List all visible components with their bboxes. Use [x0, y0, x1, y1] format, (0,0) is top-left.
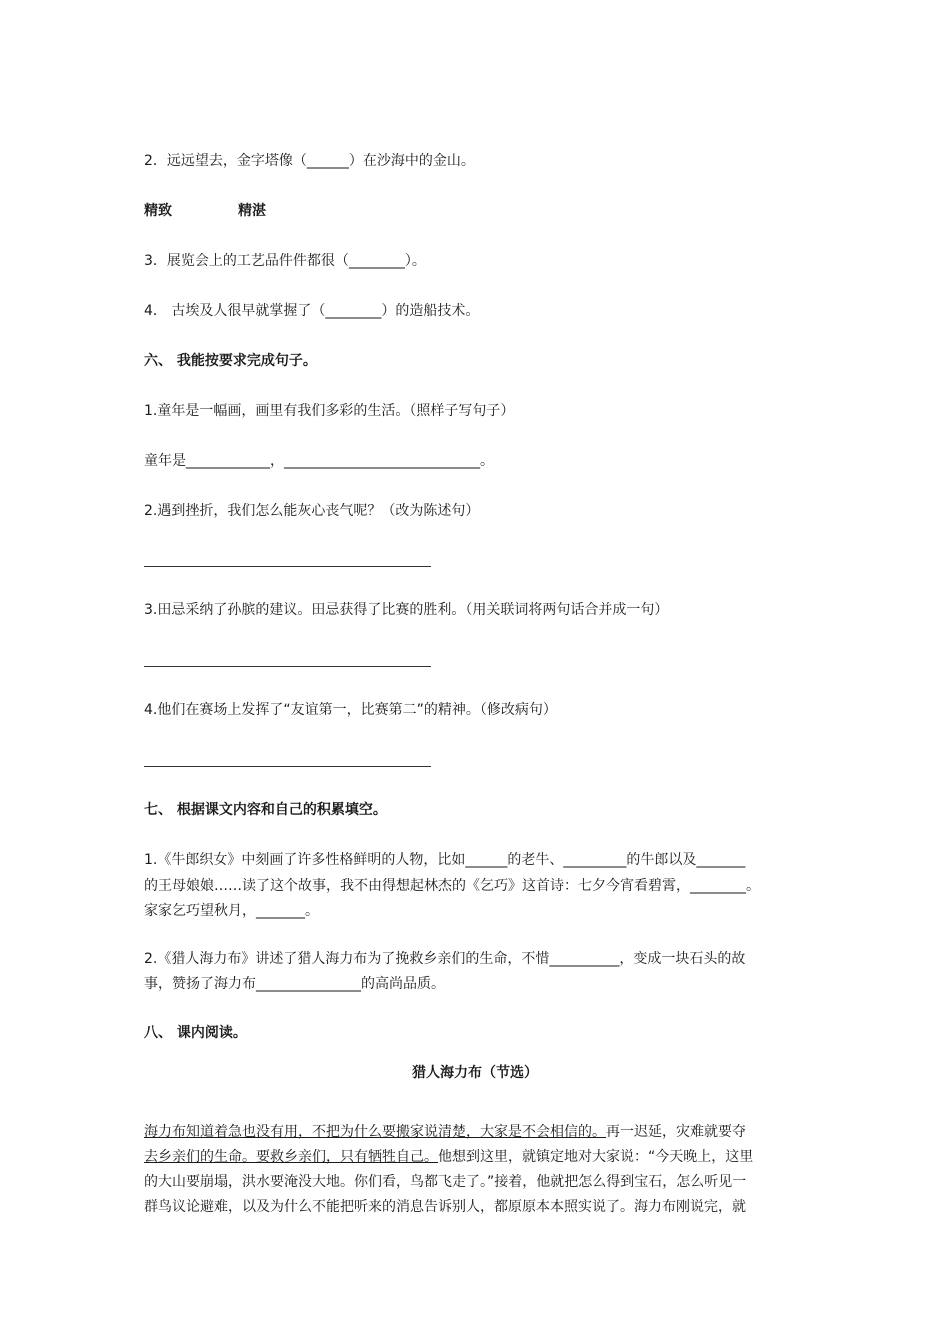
- answer-line-6-2[interactable]: [144, 566, 431, 567]
- passage-line-1: [144, 1120, 746, 1144]
- passage-line-3: 的大山要崩塌，洪水要淹没大地。你们看，鸟都飞走了。”接着，他就把怎么得到宝石，怎么听见一: [144, 1174, 747, 1190]
- question-5-3: 3．展览会上的工艺品件件都很（________）。: [144, 253, 426, 269]
- passage-underlined-2: 去乡亲们的生命。要救乡亲们，只有牺牲自己。: [144, 1149, 438, 1165]
- section-7-heading: 七、 根据课文内容和自己的积累填空。: [144, 802, 387, 818]
- question-5-4: 4． 古埃及人很早就掌握了（________）的造船技术。: [144, 303, 480, 319]
- word-option-jingzhan: 精湛: [238, 203, 266, 219]
- question-6-1-answer: 童年是____________，____________________________。: [144, 453, 494, 469]
- question-7-1-line-2: 的王母娘娘……读了这个故事，我不由得想起林杰的《乞巧》这首诗：七夕今宵看碧霄，________。: [144, 878, 760, 894]
- passage-text-1: 再一迟延，灾难就要夺: [606, 1124, 746, 1140]
- question-6-3: 3.田忌采纳了孙膑的建议。田忌获得了比赛的胜利。（用关联词将两句话合并成一句）: [144, 602, 669, 618]
- section-6-heading: 六、 我能按要求完成句子。: [144, 353, 317, 369]
- question-7-2-line-2: 事，赞扬了海力布_______________的高尚品质。: [144, 976, 445, 992]
- question-7-2-line-1: 2.《猎人海力布》讲述了猎人海力布为了挽救乡亲们的生命，不惜__________，变成一块石头的故: [144, 951, 746, 967]
- passage-line-2: [144, 1145, 753, 1169]
- question-5-2: 2．远远望去，金字塔像（______）在沙海中的金山。: [144, 153, 475, 169]
- question-6-1: 1.童年是一幅画，画里有我们多彩的生活。（照样子写句子）: [144, 403, 515, 419]
- answer-line-6-4[interactable]: [144, 766, 431, 767]
- answer-line-6-3[interactable]: [144, 666, 431, 667]
- section-8-heading: 八、 课内阅读。: [144, 1025, 247, 1041]
- word-option-jingzhi: 精致: [144, 203, 172, 219]
- question-7-1-line-3: 家家乞巧望秋月，_______。: [144, 903, 319, 919]
- passage-line-4: 群鸟议论避难，以及为什么不能把听来的消息告诉别人，都原原本本照实说了。海力布刚说完，就: [144, 1199, 746, 1215]
- question-6-2: 2.遇到挫折，我们怎么能灰心丧气呢？（改为陈述句）: [144, 503, 480, 519]
- question-7-1-line-1: 1.《牛郎织女》中刻画了许多性格鲜明的人物，比如______的老牛、_________的牛郎以及_______: [144, 852, 746, 868]
- passage-underlined-1: 海力布知道着急也没有用，不把为什么要搬家说清楚，大家是不会相信的。: [144, 1124, 606, 1140]
- passage-text-2: 他想到这里，就镇定地对大家说：“今天晚上，这里: [438, 1149, 754, 1165]
- question-6-4: 4.他们在赛场上发挥了“友谊第一，比赛第二”的精神。（修改病句）: [144, 702, 557, 718]
- reading-title: 猎人海力布（节选）: [412, 1065, 538, 1081]
